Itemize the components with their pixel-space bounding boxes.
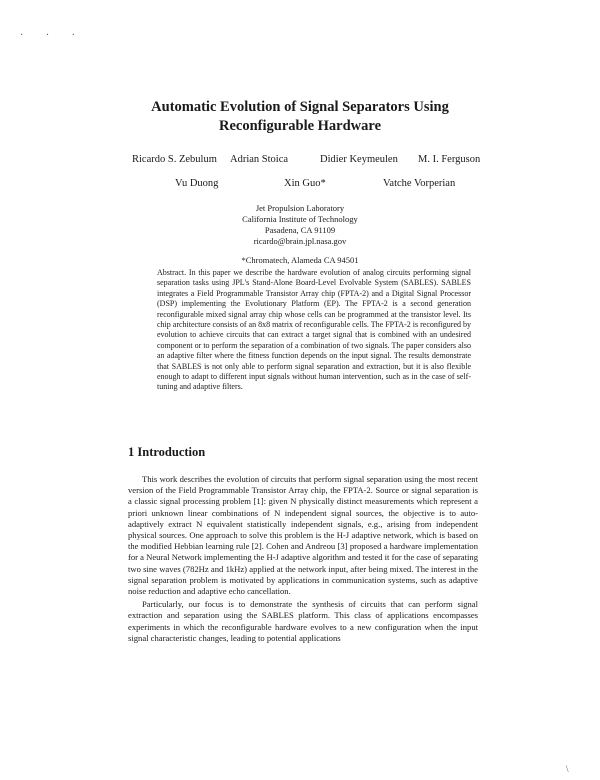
- author-name: Ricardo S. Zebulum: [132, 154, 217, 165]
- intro-paragraph: This work describes the evolution of circuits that perform signal separation using the most recent version of the Field Programmable Transistor Array chip, the FPTA-2. Source or signal separation is a classic signal processing problem [1]: given N physically distinct measurements which represent a priori unknown linear combinations of N independent signal sources, the objective is to auto-adaptively extract N equivalent statistically independent signals, e.g., arising from independent physical sources. One approach to solve this problem is the H-J adaptive network, which is based on the modified Hebbian learning rule [2]. Cohen and Andreou [3] proposed a hardware implementation for a Neural Network implementing the H-J adaptive algorithm and tested it for the case of separating two sine waves (782Hz and 1kHz) applied at the network input, after being mixed. The interest in the signal separation problem is motivated by applications in communication systems, such as adaptive noise reduction and adaptive echo cancellation.: [128, 474, 478, 597]
- scan-corner-mark: · · ·: [20, 30, 85, 41]
- title-line-1: Automatic Evolution of Signal Separators Using: [151, 99, 449, 115]
- author-name: M. I. Ferguson: [418, 154, 481, 165]
- affiliation-line: Pasadena, CA 91109: [264, 225, 336, 235]
- secondary-affiliation: *Chromatech, Alameda CA 94501: [241, 255, 359, 265]
- affiliation-block: [0, 203, 600, 247]
- intro-body: [128, 474, 478, 644]
- abstract: Abstract. In this paper we describe the hardware evolution of analog circuits performing signal separation tasks using JPL's Stand-Alone Board-Level Evolvable System (SABLES). SABLES integrates a Field Programmable Transistor Array chip (FPTA-2) and a Digital Signal Processor (DSP) implementing the Evolutionary Platform (EP). The FPTA-2 is a second generation reconfigurable mixed signal array chip whose cells can be programmed at the transistor level. Its chip architecture consists of an 8x8 matrix of reconfigurable cells. The FPTA-2 is reconfigured by evolution to achieve circuits that can extract a target signal that is combined with an undesired component or to perform the separation of a combination of two signals. The paper considers also an adaptive filter where the fitness function depends on the input signal. The results demonstrate that SABLES is not only able to perform signal separation and extraction, but it is also flexible enough to adapt to different input signals without human intervention, such as in the case of self-tuning and adaptive filters.: [157, 268, 472, 392]
- author-name: Vu Duong: [175, 178, 219, 189]
- section-heading: 1 Introduction: [128, 445, 206, 459]
- author-name: Xin Guo*: [284, 178, 326, 189]
- title-line-2: Reconfigurable Hardware: [218, 118, 382, 134]
- author-email: ricardo@brain.jpl.nasa.gov: [253, 236, 347, 246]
- author-name: Adrian Stoica: [230, 154, 289, 165]
- paper-title: [0, 98, 600, 136]
- affiliation-line: California Institute of Technology: [242, 214, 358, 224]
- affiliation-line: Jet Propulsion Laboratory: [255, 203, 345, 213]
- intro-paragraph: Particularly, our focus is to demonstrate the synthesis of circuits that can perform signal extraction and separation using the SABLES platform. This class of applications encompasses experiments in which the reconfigurable hardware evolves to a new configuration when the input signal characteristic changes, leading to potential applications: [128, 599, 478, 643]
- scan-footer-mark: \: [566, 764, 569, 774]
- author-name: Vatche Vorperian: [383, 178, 456, 189]
- author-name: Didier Keymeulen: [320, 154, 398, 165]
